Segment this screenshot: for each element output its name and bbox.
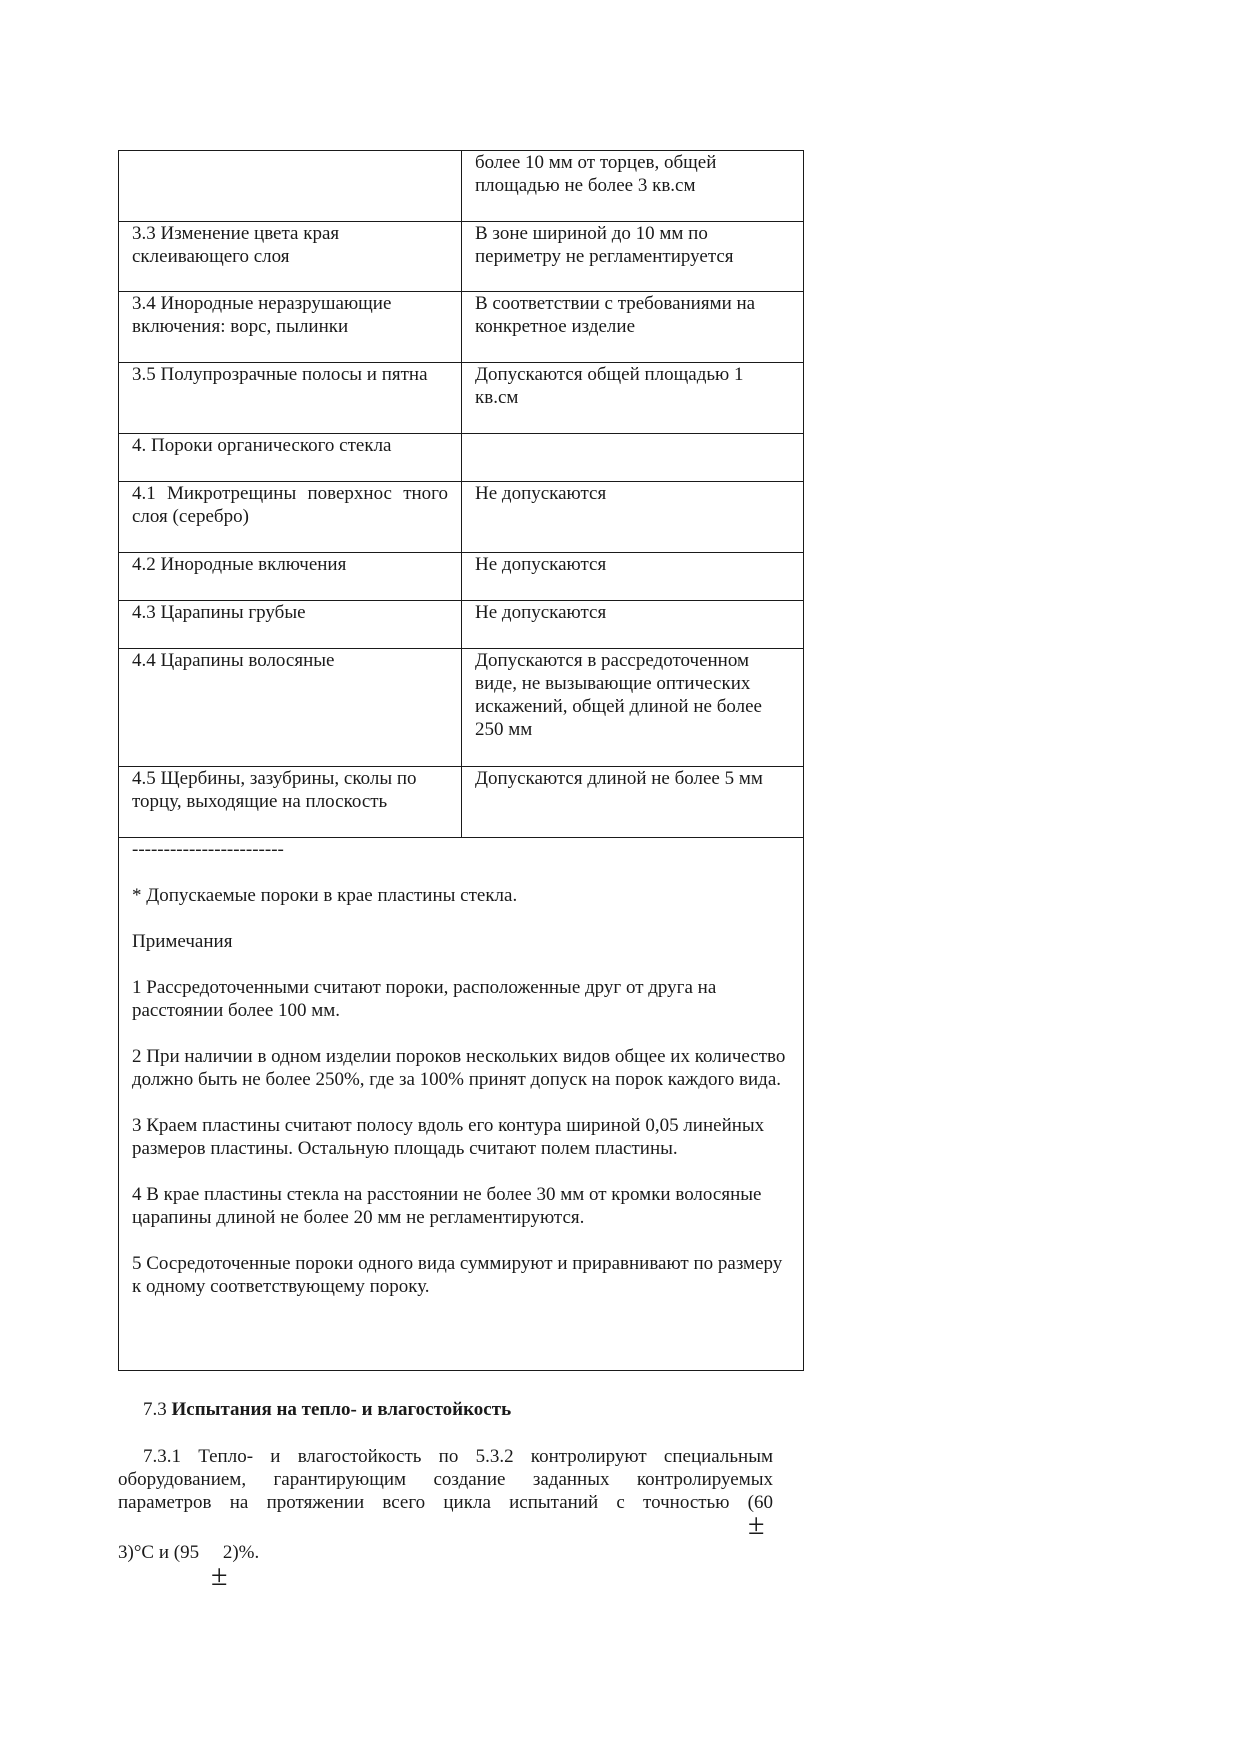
body-paragraph-end: 3)°С и (95 2)%. [118,1542,260,1563]
table-cell: Не допускаются [462,482,804,553]
table-cell: Допускаются в рассредоточенном виде, не вызывающие оптических искажений, общей длиной не более 250 мм [462,649,804,767]
note-item: 1 Рассредоточенными считают пороки, расположенные друг от друга на расстоянии более 100 мм. [132,977,717,1021]
table-row [119,482,804,553]
notes-separator: ------------------------ [132,839,284,860]
body-paragraph: 7.3.1 Тепло- и влагостойкость по 5.3.2 контролируют специальным оборудованием, гарантирующим создание заданных контролируемых параметров на протяжении всего цикла испытаний с точностью (60 [118,1446,773,1513]
table-row [119,292,804,363]
table-row [119,649,804,767]
notes-cell [119,838,804,1371]
table-cell: Допускаются длиной не более 5 мм [462,767,804,838]
notes-heading: Примечания [132,931,233,952]
section-number: 7.3 [143,1399,167,1420]
table-cell: Не допускаются [462,601,804,649]
table-cell: 3.4 Инородные неразрушающие включения: ворс, пылинки [119,292,462,363]
table-cell: В соответствии с требованиями на конкретное изделие [462,292,804,363]
footnote: * Допускаемые пороки в крае пластины стекла. [132,885,518,906]
table-row [119,363,804,434]
table-cell: 4.5 Щербины, зазубрины, сколы по торцу, выходящие на плоскость [119,767,462,838]
table-cell: 3.3 Изменение цвета края склеивающего слоя [119,222,462,292]
note-item: 3 Краем пластины считают полосу вдоль его контура шириной 0,05 линейных размеров пластины. Остальную площадь считают полем пластины. [132,1115,765,1159]
notes-row [119,838,804,1371]
table-cell: 4.4 Царапины волосяные [119,649,462,767]
note-item: 4 В крае пластины стекла на расстоянии не более 30 мм от кромки волосяные царапины длиной не более 20 мм не регламентируются. [132,1184,762,1228]
table-cell: 4.1 Микротрещины поверхнос тного слоя (серебро) [119,482,462,553]
table-row [119,553,804,601]
table-cell: 3.5 Полупрозрачные полосы и пятна [119,363,462,434]
table-cell: Не допускаются [462,553,804,601]
section-title: Испытания на тепло- и влагостойкость [171,1399,512,1420]
plus-minus-sign: ± [211,1559,228,1592]
table-cell: более 10 мм от торцев, общей площадью не более 3 кв.см [462,151,804,222]
table-cell [119,151,462,222]
table-row [119,434,804,482]
table-row [119,767,804,838]
table-cell: Допускаются общей площадью 1 кв.см [462,363,804,434]
table-cell [462,434,804,482]
table-cell: 4.3 Царапины грубые [119,601,462,649]
table-cell: 4.2 Инородные включения [119,553,462,601]
table-row [119,601,804,649]
section-heading [143,1398,511,1421]
plus-minus-sign: ± [748,1508,765,1541]
defects-table [118,150,804,1371]
note-item: 2 При наличии в одном изделии пороков нескольких видов общее их количество должно быть не более 250%, где за 100% принят допуск на порок каждого вида. [132,1046,786,1090]
table-row [119,222,804,292]
table-row [119,151,804,222]
note-item: 5 Сосредоточенные пороки одного вида суммируют и приравнивают по размеру к одному соответствующему пороку. [132,1253,783,1297]
table-cell: 4. Пороки органического стекла [119,434,462,482]
table-cell: В зоне шириной до 10 мм по периметру не регламентируется [462,222,804,292]
